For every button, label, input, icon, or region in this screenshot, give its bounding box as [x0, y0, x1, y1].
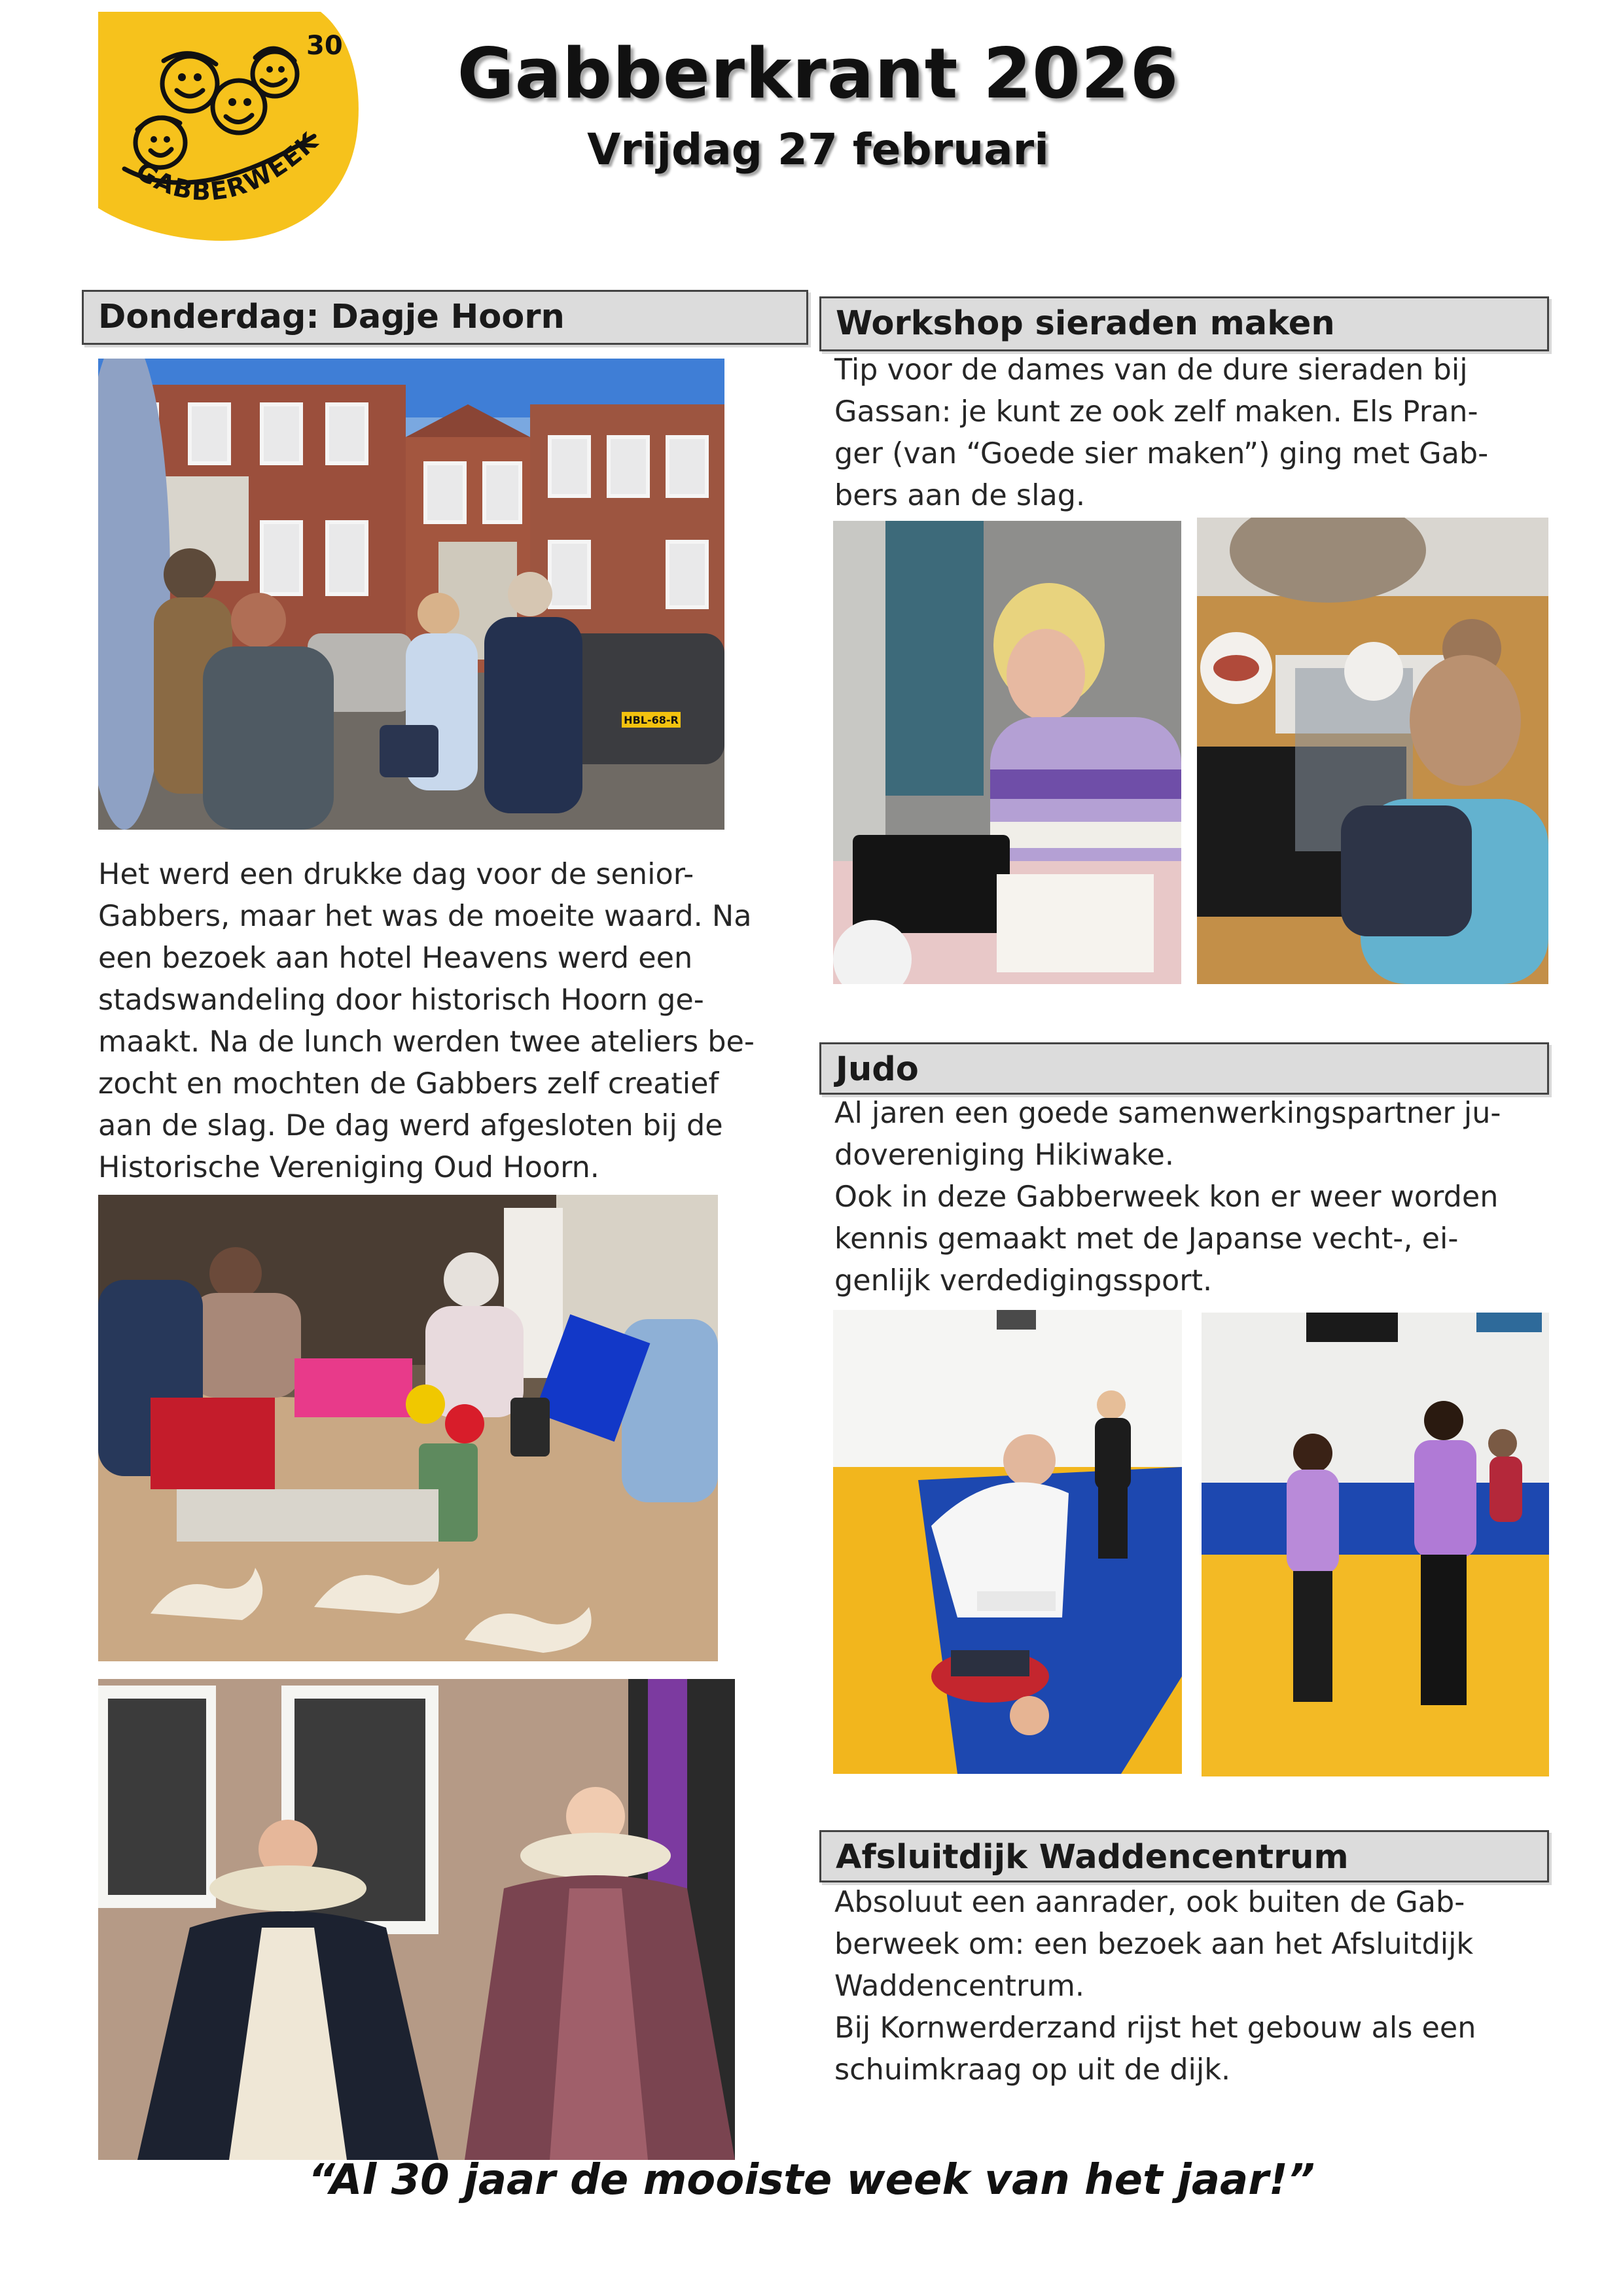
photo-costumes [98, 1679, 735, 2160]
afsluitdijk-paragraph [834, 1882, 1554, 2091]
section-heading-judo: Judo [819, 1042, 1549, 1095]
afsluitdijk-line: berweek om: een bezoek aan het Afsluitdijk [834, 1928, 1474, 1961]
afsluitdijk-line: Bij Kornwerderzand rijst het gebouw als een [834, 2011, 1476, 2045]
afsluitdijk-line: Waddencentrum. [834, 1969, 1084, 2003]
workshop-line: bers aan de slag. [834, 479, 1086, 512]
section-heading-afsluitdijk: Afsluitdijk Waddencentrum [819, 1830, 1549, 1882]
photo-judo-throw [833, 1310, 1182, 1774]
hoorn-line: stadswandeling door historisch Hoorn ge- [98, 983, 704, 1017]
logo-number: 30 [306, 31, 343, 61]
judo-paragraph [834, 1093, 1554, 1302]
hoorn-line: aan de slag. De dag werd afgesloten bij de [98, 1109, 723, 1142]
judo-line: dovereniging Hikiwake. [834, 1139, 1174, 1172]
workshop-line: ger (van “Goede sier maken”) ging met Gab- [834, 437, 1489, 470]
page-subtitle: Vrijdag 27 februari [587, 124, 1049, 175]
judo-line: Al jaren een goede samenwerkingspartner ju- [834, 1097, 1501, 1130]
gabberweek-logo [98, 12, 363, 241]
photo-judo-girls [1202, 1313, 1549, 1776]
judo-line: kennis gemaakt met de Japanse vecht-, ei- [834, 1222, 1459, 1256]
section-heading-workshop: Workshop sieraden maken [819, 296, 1549, 351]
hoorn-line: zocht en mochten de Gabbers zelf creatief [98, 1067, 719, 1101]
photo-atelier-table [98, 1195, 718, 1661]
license-plate: HBL-68-R [624, 714, 679, 726]
section-heading-hoorn: Donderdag: Dagje Hoorn [82, 290, 808, 345]
hoorn-paragraph [98, 854, 779, 1189]
workshop-line: Tip voor de dames van de dure sieraden bij [834, 353, 1468, 387]
hoorn-line: maakt. Na de lunch werden twee ateliers be- [98, 1025, 755, 1059]
hoorn-line: een bezoek aan hotel Heavens werd een [98, 942, 693, 975]
photo-beading-woman [833, 521, 1181, 984]
page-title: Gabberkrant 2026 [457, 33, 1179, 114]
logo-wordmark: GABBERWEEK [131, 126, 325, 207]
workshop-paragraph [834, 349, 1554, 517]
photo-beading-table [1197, 518, 1548, 984]
afsluitdijk-line: schuimkraag op uit de dijk. [834, 2053, 1231, 2087]
hoorn-line: Historische Vereniging Oud Hoorn. [98, 1151, 599, 1184]
judo-line: Ook in deze Gabberweek kon er weer worden [834, 1180, 1499, 1214]
hoorn-line: Gabbers, maar het was de moeite waard. Na [98, 900, 752, 933]
afsluitdijk-line: Absoluut een aanrader, ook buiten de Gab- [834, 1886, 1465, 1919]
footer-quote: “Al 30 jaar de mooiste week van het jaar!” [308, 2156, 1315, 2204]
hoorn-line: Het werd een drukke dag voor de senior- [98, 858, 694, 891]
workshop-line: Gassan: je kunt ze ook zelf maken. Els Pran- [834, 395, 1478, 429]
judo-line: genlijk verdedigingssport. [834, 1264, 1213, 1298]
photo-street-group [98, 359, 724, 830]
